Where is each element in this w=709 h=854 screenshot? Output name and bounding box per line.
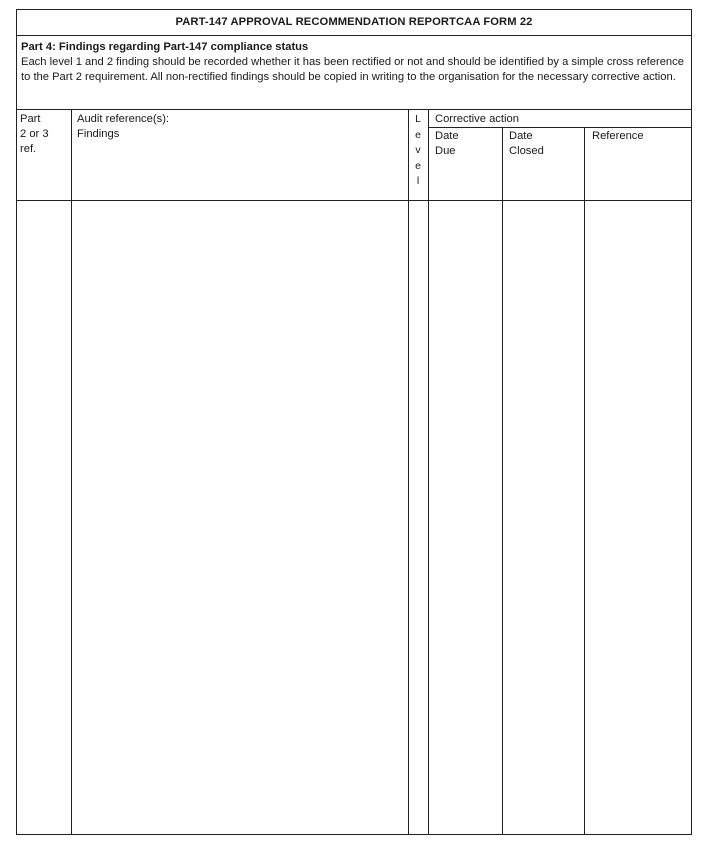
part-ref-header: Part 2 or 3 ref. bbox=[20, 113, 49, 155]
part4-body: Each level 1 and 2 finding should be recorded whether it has been rectified or not and should be identified by a simple cross reference to the Part 2 requirement. All non-rectified findings should be copied in writing to the organisation for the necessary corrective action. bbox=[21, 56, 684, 83]
findings-header: Findings bbox=[77, 128, 120, 140]
level-header-letter: l bbox=[416, 175, 420, 187]
level-header-letter: e bbox=[415, 128, 421, 141]
audit-reference-header: Audit reference(s): bbox=[77, 113, 170, 125]
part4-heading: Part 4: Findings regarding Part-147 compliance status bbox=[21, 41, 309, 53]
date-due-header: Date Due bbox=[435, 130, 459, 157]
findings-table bbox=[17, 109, 691, 834]
level-header-letter: e bbox=[415, 159, 421, 172]
corrective-action-header: Corrective action bbox=[435, 113, 519, 125]
findings-entry-area[interactable] bbox=[72, 201, 408, 834]
level-header-letter: L bbox=[415, 113, 421, 125]
level-header-letter: v bbox=[415, 144, 421, 156]
date-due-entry-area[interactable] bbox=[429, 201, 502, 834]
level-entry-area[interactable] bbox=[409, 201, 428, 834]
part4-instructions bbox=[17, 36, 691, 109]
form-title: PART-147 APPROVAL RECOMMENDATION REPORTCAA FORM 22 bbox=[17, 10, 691, 36]
reference-header: Reference bbox=[592, 130, 644, 142]
part-ref-entry-area[interactable] bbox=[17, 201, 71, 834]
date-closed-entry-area[interactable] bbox=[503, 201, 584, 834]
corrective-action-underline bbox=[428, 127, 691, 128]
caa-form-22 bbox=[16, 9, 692, 835]
reference-entry-area[interactable] bbox=[585, 201, 691, 834]
date-closed-header: Date Closed bbox=[509, 130, 544, 157]
